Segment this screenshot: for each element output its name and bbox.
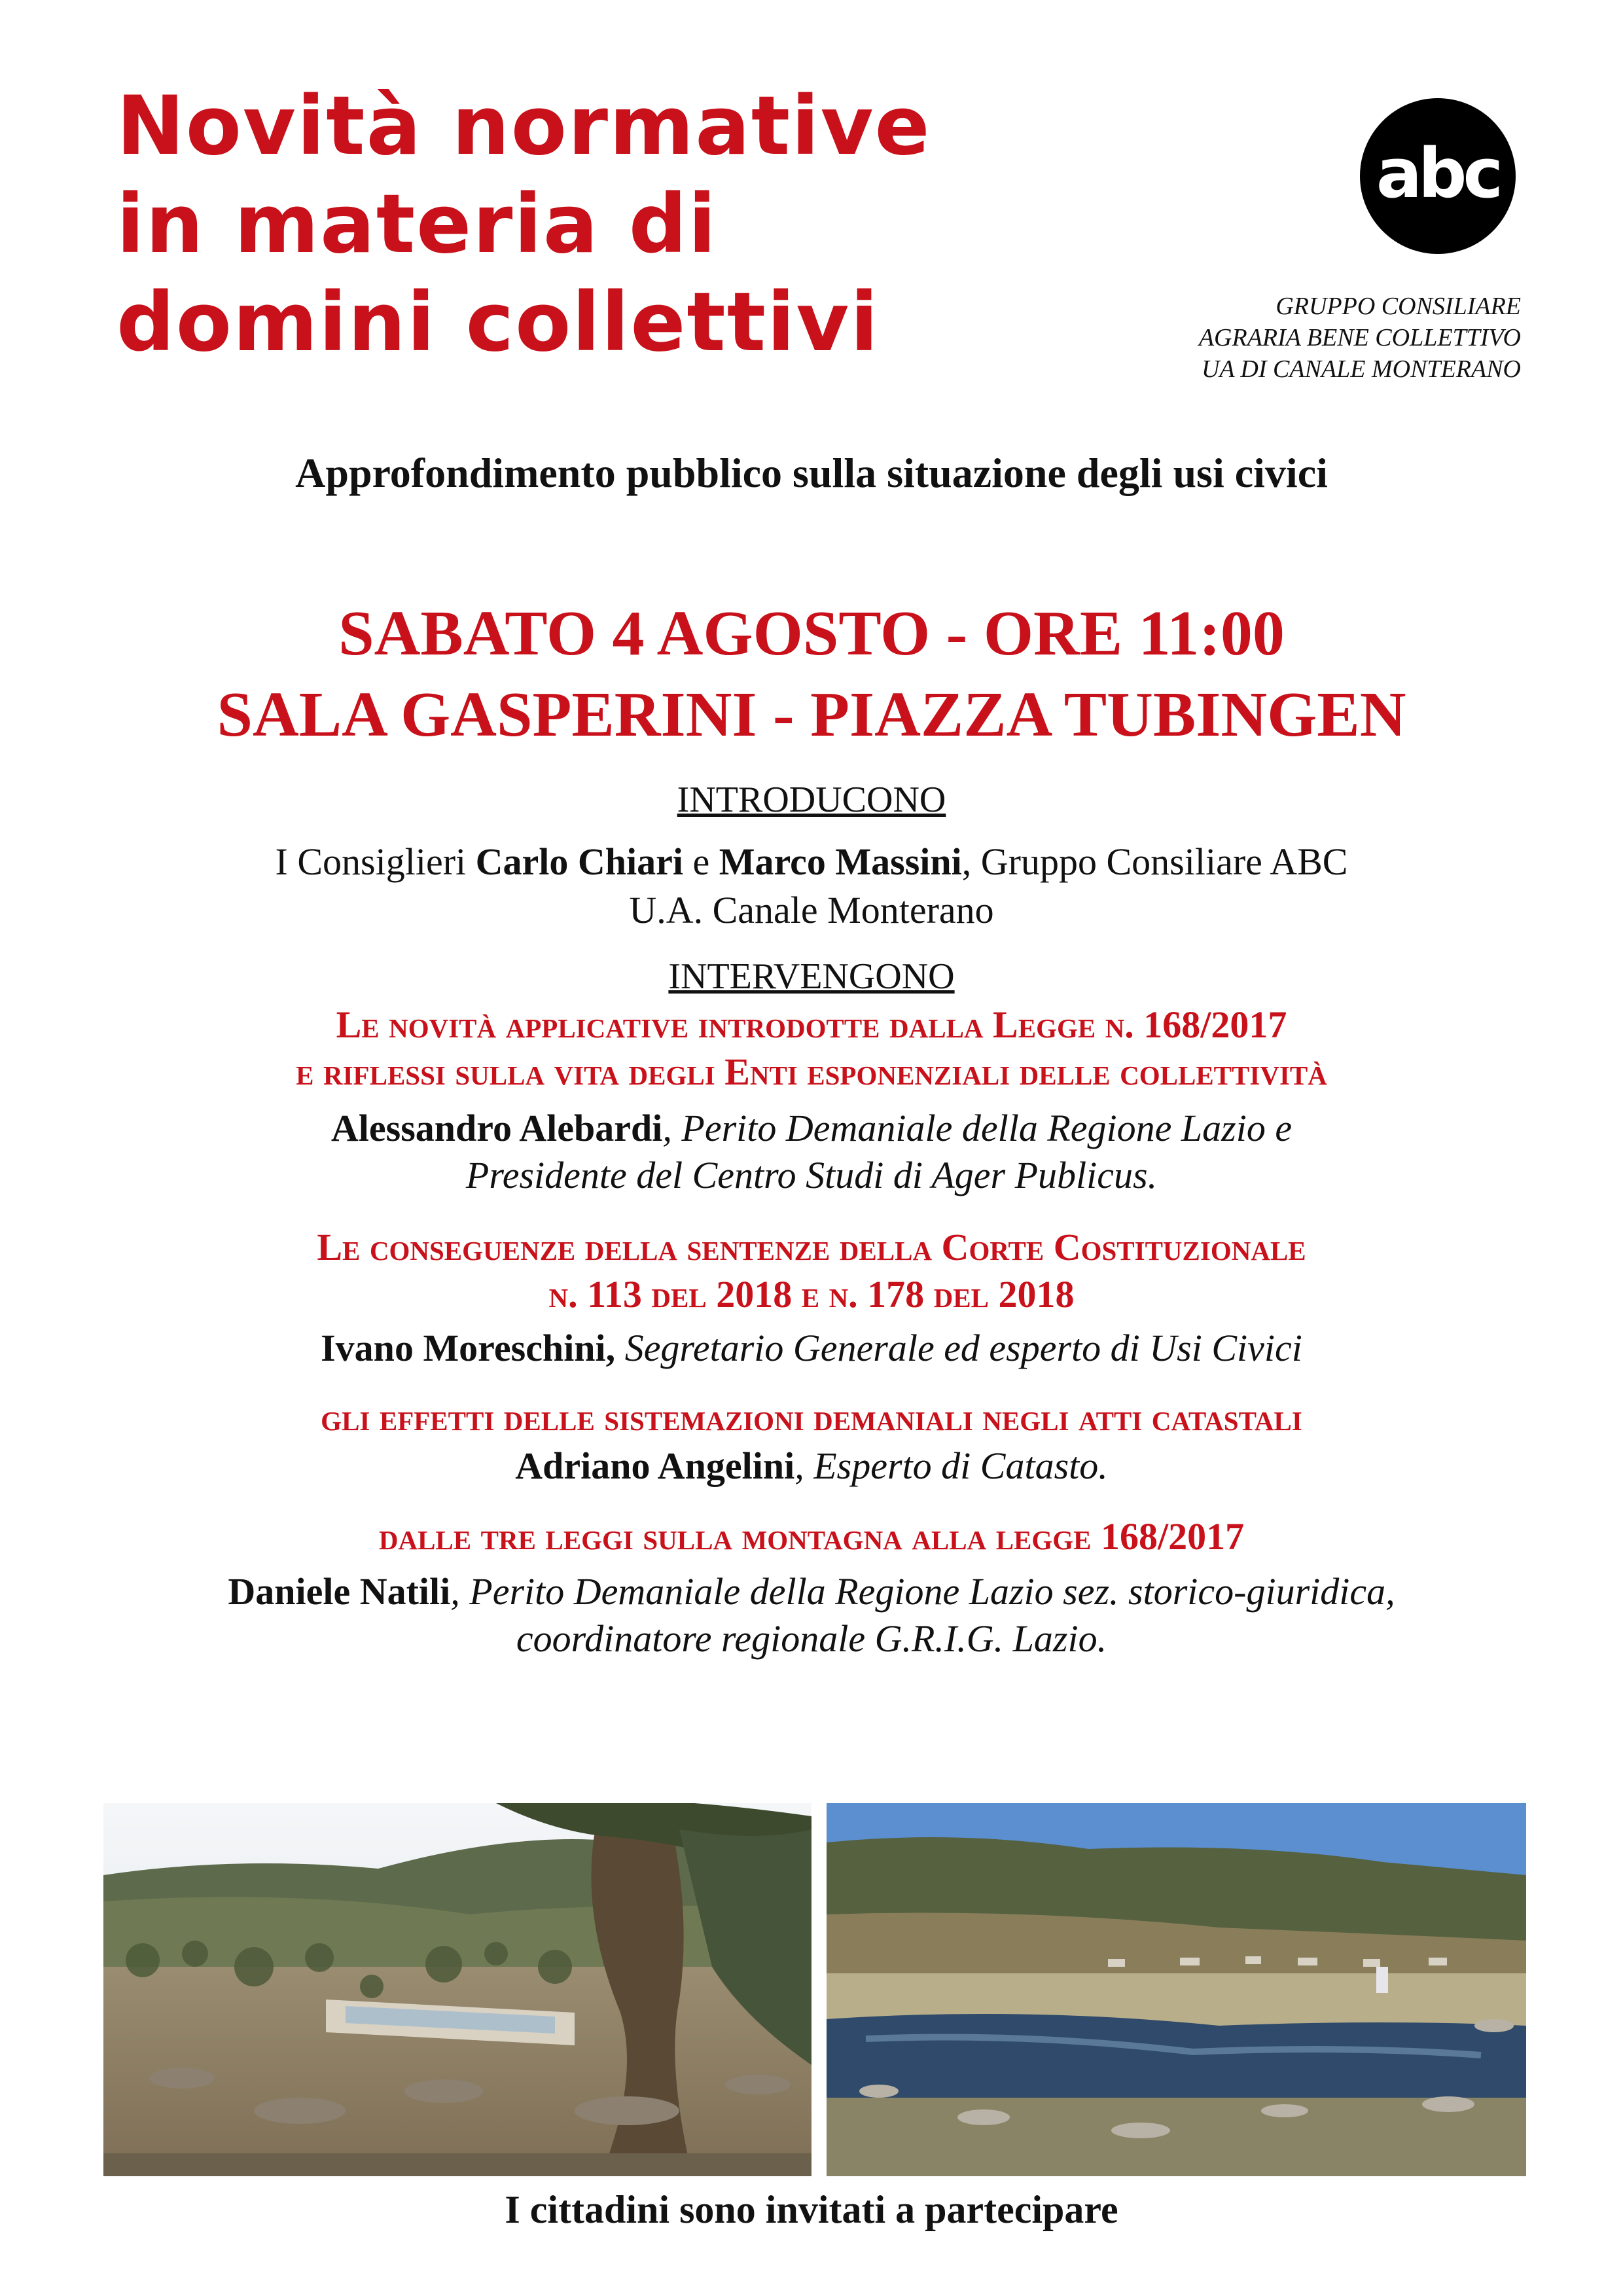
event-date-time: SABATO 4 AGOSTO - ORE 11:00 <box>338 598 1285 669</box>
event-place: SALA GASPERINI - PIAZZA TUBINGEN <box>217 679 1406 750</box>
talk-4-topic <box>0 1513 1623 1560</box>
title-line-2: in materia di <box>116 177 717 272</box>
group-line-1: GRUPPO CONSILIARE <box>1275 293 1521 320</box>
talk-1-topic-line-1: Le novità applicative introdotte dalla Legge n. 168/2017 <box>336 1003 1287 1046</box>
talk-3-topic-line-1: gli effetti delle sistemazioni demaniali negli atti catastali <box>321 1396 1302 1439</box>
group-line-2: AGRARIA BENE COLLETTIVO <box>1198 324 1521 351</box>
introducer-name-1: Carlo Chiari <box>475 840 683 883</box>
introduce-suffix: , Gruppo Consiliare ABC <box>961 840 1348 883</box>
page-title <box>116 77 1164 372</box>
talk-3-speaker-line-1 <box>0 1443 1623 1490</box>
talk-3-topic <box>0 1394 1623 1441</box>
talk-4-role-1: , Perito Demaniale della Regione Lazio sez. storico-giuridica, <box>450 1570 1395 1613</box>
talk-1-speaker <box>0 1105 1623 1199</box>
title-line-1: Novità normative <box>116 79 931 173</box>
introduce-prefix: I Consiglieri <box>275 840 476 883</box>
talk-4-speaker-line-1 <box>0 1568 1623 1615</box>
introduce-heading: INTRODUCONO <box>677 780 946 820</box>
talk-1-speaker-line-1 <box>0 1105 1623 1152</box>
talk-4-speaker <box>0 1568 1623 1662</box>
footer-invitation: I cittadini sono invitati a partecipare <box>505 2188 1118 2231</box>
event-info <box>0 593 1623 755</box>
abc-logo-text: abc <box>1376 134 1500 213</box>
introduce-line-2: U.A. Canale Monterano <box>629 889 994 931</box>
talk-1-role-2: Presidente del Centro Studi di Ager Publicus. <box>465 1154 1158 1196</box>
talk-2-topic-line-1: Le conseguenze della sentenze della Corte Costituzionale <box>317 1226 1306 1268</box>
talk-3-role-1: , Esperto di Catasto. <box>794 1444 1108 1487</box>
introduce-text <box>0 838 1623 935</box>
talk-4-role-2: coordinatore regionale G.R.I.G. Lazio. <box>516 1617 1107 1660</box>
introduce-joiner: e <box>683 840 719 883</box>
talk-4-speaker-name: Daniele Natili <box>228 1570 451 1613</box>
introducer-name-2: Marco Massini <box>719 840 962 883</box>
group-name <box>1199 291 1521 385</box>
talk-1-topic <box>0 1001 1623 1096</box>
talk-4-topic-line-1: dalle tre leggi sulla montagna alla legge 168/2017 <box>378 1515 1245 1558</box>
talk-2-speaker-name: Ivano Moreschini, <box>321 1327 616 1369</box>
talk-3-speaker-name: Adriano Angelini <box>515 1444 795 1487</box>
talk-2-topic <box>0 1224 1623 1318</box>
group-line-3: UA DI CANALE MONTERANO <box>1201 355 1521 383</box>
talk-2-role-1: Segretario Generale ed esperto di Usi Civici <box>615 1327 1302 1369</box>
talk-2-topic-line-2: n. 113 del 2018 e n. 178 del 2018 <box>548 1273 1075 1316</box>
talk-1-speaker-name: Alessandro Alebardi <box>330 1107 663 1149</box>
interventions-heading: INTERVENGONO <box>668 956 955 997</box>
talk-2-speaker-line-1 <box>0 1325 1623 1372</box>
talk-2-speaker <box>0 1325 1623 1372</box>
talk-3-speaker <box>0 1443 1623 1490</box>
landscape-photo-right <box>827 1803 1526 2176</box>
abc-logo <box>1360 98 1516 254</box>
talk-1-role-1: , Perito Demaniale della Regione Lazio e <box>662 1107 1293 1149</box>
talk-1-topic-line-2: e riflessi sulla vita degli Enti esponenziali delle collettività <box>296 1050 1327 1093</box>
title-line-3: domini collettivi <box>116 276 880 370</box>
subtitle: Approfondimento pubblico sulla situazione degli usi civici <box>295 450 1328 496</box>
introduce-line-1 <box>0 838 1623 886</box>
landscape-photo-left <box>103 1803 812 2176</box>
